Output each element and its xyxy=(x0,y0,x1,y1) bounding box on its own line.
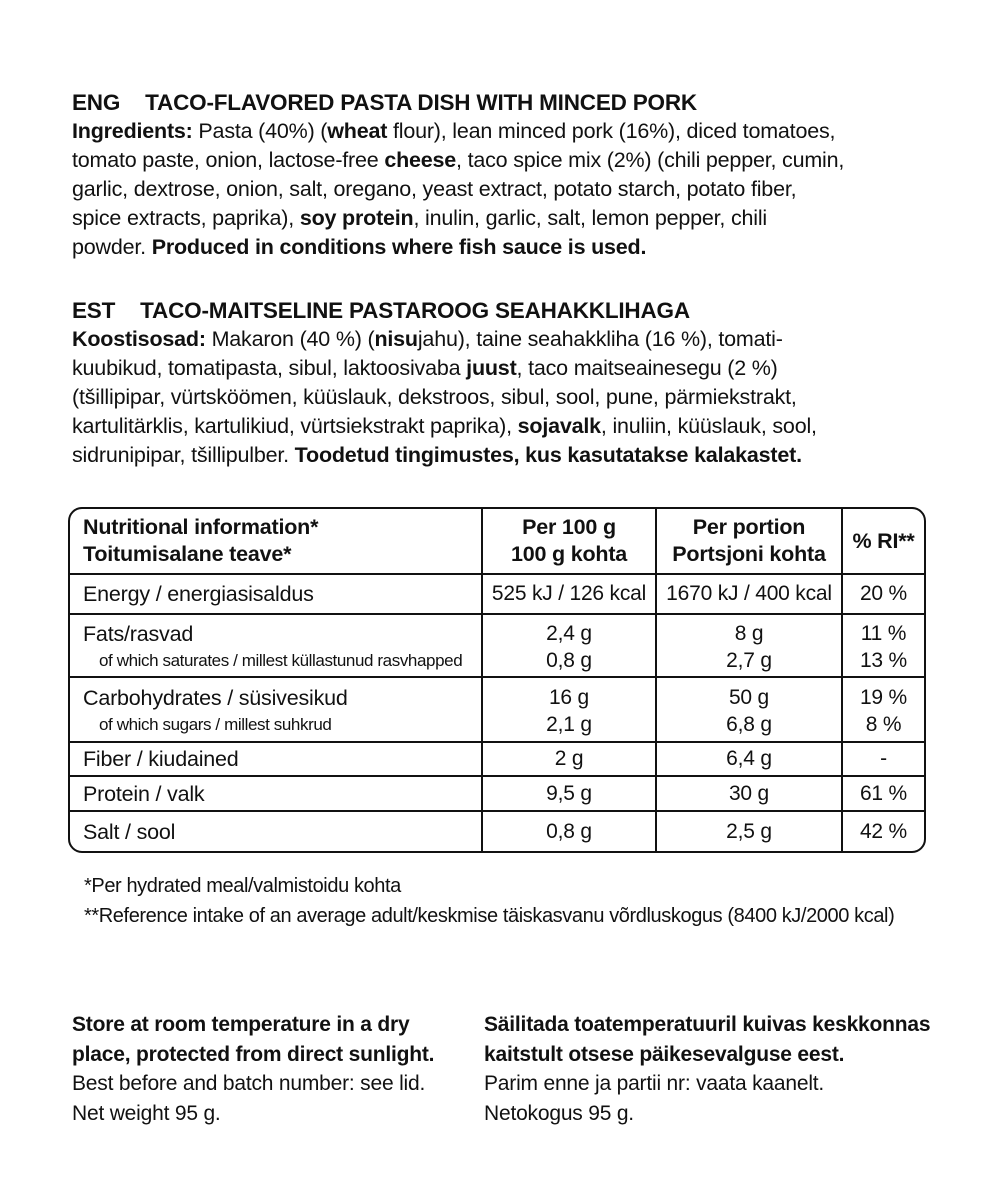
product-title-en: TACO-FLAVORED PASTA DISH WITH MINCED PORK xyxy=(145,90,697,115)
row-protein-ri: 61 % xyxy=(843,777,924,812)
ingredients-en-line-1: Ingredients: Pasta (40%) (wheat flour), lean minced pork (16%), diced tomatoes, xyxy=(72,119,836,143)
row-protein-per100: 9,5 g xyxy=(483,777,657,812)
ingredients-en-line-2: tomato paste, onion, lactose-free cheese, taco spice mix (2%) (chili pepper, cumin, xyxy=(72,148,845,172)
ingredients-en-line-3: garlic, dextrose, onion, salt, oregano, yeast extract, potato starch, potato fiber, xyxy=(72,177,797,201)
product-title-et: TACO-MAITSELINE PASTAROOG SEAHAKKLIHAGA xyxy=(140,298,690,323)
row-carbohydrates-label: Carbohydrates / süsivesikud of which sugars / millest suhkrud xyxy=(70,678,483,743)
header-per-100g: Per 100 g 100 g kohta xyxy=(483,509,657,575)
row-protein-portion: 30 g xyxy=(657,777,843,812)
row-salt-label: Salt / sool xyxy=(70,812,483,851)
ingredients-et-line-1: Koostisosad: Makaron (40 %) (nisujahu), taine seahakkliha (16 %), tomati- xyxy=(72,327,783,351)
estonian-heading xyxy=(72,296,942,325)
row-energy-ri: 20 % xyxy=(843,575,924,615)
row-protein-label: Protein / valk xyxy=(70,777,483,812)
row-fiber-portion: 6,4 g xyxy=(657,743,843,777)
row-fats-ri: 11 % 13 % xyxy=(843,615,924,678)
ingredients-et-line-4: kartulitärklis, kartulikiud, vürtsiekstrakt paprika), sojavalk, inuliin, küüslauk, sool, xyxy=(72,414,817,438)
storage-et-line-2: kaitstult otsese päikesevalguse eest. xyxy=(484,1042,845,1066)
english-heading xyxy=(72,88,942,117)
storage-et-line-1: Säilitada toatemperatuuril kuivas keskkonnas xyxy=(484,1013,931,1036)
section-english xyxy=(72,88,942,262)
header-per-portion: Per portion Portsjoni kohta xyxy=(657,509,843,575)
storage-info-et xyxy=(484,1010,930,1128)
section-estonian xyxy=(72,296,942,470)
row-energy-label: Energy / energiasisaldus xyxy=(70,575,483,615)
ingredients-en-line-4: spice extracts, paprika), soy protein, inulin, garlic, salt, lemon pepper, chili xyxy=(72,206,767,230)
row-salt-portion: 2,5 g xyxy=(657,812,843,851)
nutrition-table xyxy=(68,507,926,853)
row-carbohydrates-ri: 19 % 8 % xyxy=(843,678,924,743)
header-nutritional-information: Nutritional information* Toitumisalane teave* xyxy=(70,509,483,575)
header-percent-ri: % RI** xyxy=(843,509,924,575)
best-before-en: Best before and batch number: see lid. xyxy=(72,1072,426,1095)
net-weight-en: Net weight 95 g. xyxy=(72,1101,221,1125)
row-fats-portion: 8 g 2,7 g xyxy=(657,615,843,678)
storage-info-en xyxy=(72,1010,434,1128)
row-carbohydrates-portion: 50 g 6,8 g xyxy=(657,678,843,743)
language-code-eng: ENG xyxy=(72,90,121,115)
best-before-et: Parim enne ja partii nr: vaata kaanelt. xyxy=(484,1072,825,1095)
storage-en-line-2: place, protected from direct sunlight. xyxy=(72,1042,435,1066)
row-carbohydrates-per100: 16 g 2,1 g xyxy=(483,678,657,743)
footnote-hydrated-meal: *Per hydrated meal/valmistoidu kohta xyxy=(84,875,401,897)
row-salt-per100: 0,8 g xyxy=(483,812,657,851)
ingredients-et-line-3: (tšillipipar, vürtsköömen, küüslauk, dekstroos, sibul, sool, pune, pärmiekstrakt, xyxy=(72,385,797,409)
ingredients-et-line-2: kuubikud, tomatipasta, sibul, laktoosivaba juust, taco maitseainesegu (2 %) xyxy=(72,356,778,380)
row-fiber-label: Fiber / kiudained xyxy=(70,743,483,777)
table-footnotes xyxy=(84,871,894,931)
row-fats-label: Fats/rasvad of which saturates / millest küllastunud rasvhapped xyxy=(70,615,483,678)
row-salt-ri: 42 % xyxy=(859,819,908,843)
net-weight-et: Netokogus 95 g. xyxy=(484,1101,634,1125)
row-fats-per100: 2,4 g 0,8 g xyxy=(483,615,657,678)
row-fiber-per100: 2 g xyxy=(483,743,657,777)
ingredients-et-line-5: sidrunipipar, tšillipulber. Toodetud tingimustes, kus kasutatakse kalakastet. xyxy=(72,443,802,467)
footnote-reference-intake: **Reference intake of an average adult/keskmise täiskasvanu võrdluskogus (8400 kJ/2000 kcal) xyxy=(84,905,895,927)
storage-en-line-1: Store at room temperature in a dry xyxy=(72,1013,410,1036)
ingredients-en-line-5: powder. Produced in conditions where fish sauce is used. xyxy=(72,235,647,259)
row-fiber-ri: - xyxy=(843,743,924,777)
language-code-est: EST xyxy=(72,298,116,323)
row-energy-per100: 525 kJ / 126 kcal xyxy=(483,575,657,615)
row-energy-portion: 1670 kJ / 400 kcal xyxy=(657,575,843,615)
